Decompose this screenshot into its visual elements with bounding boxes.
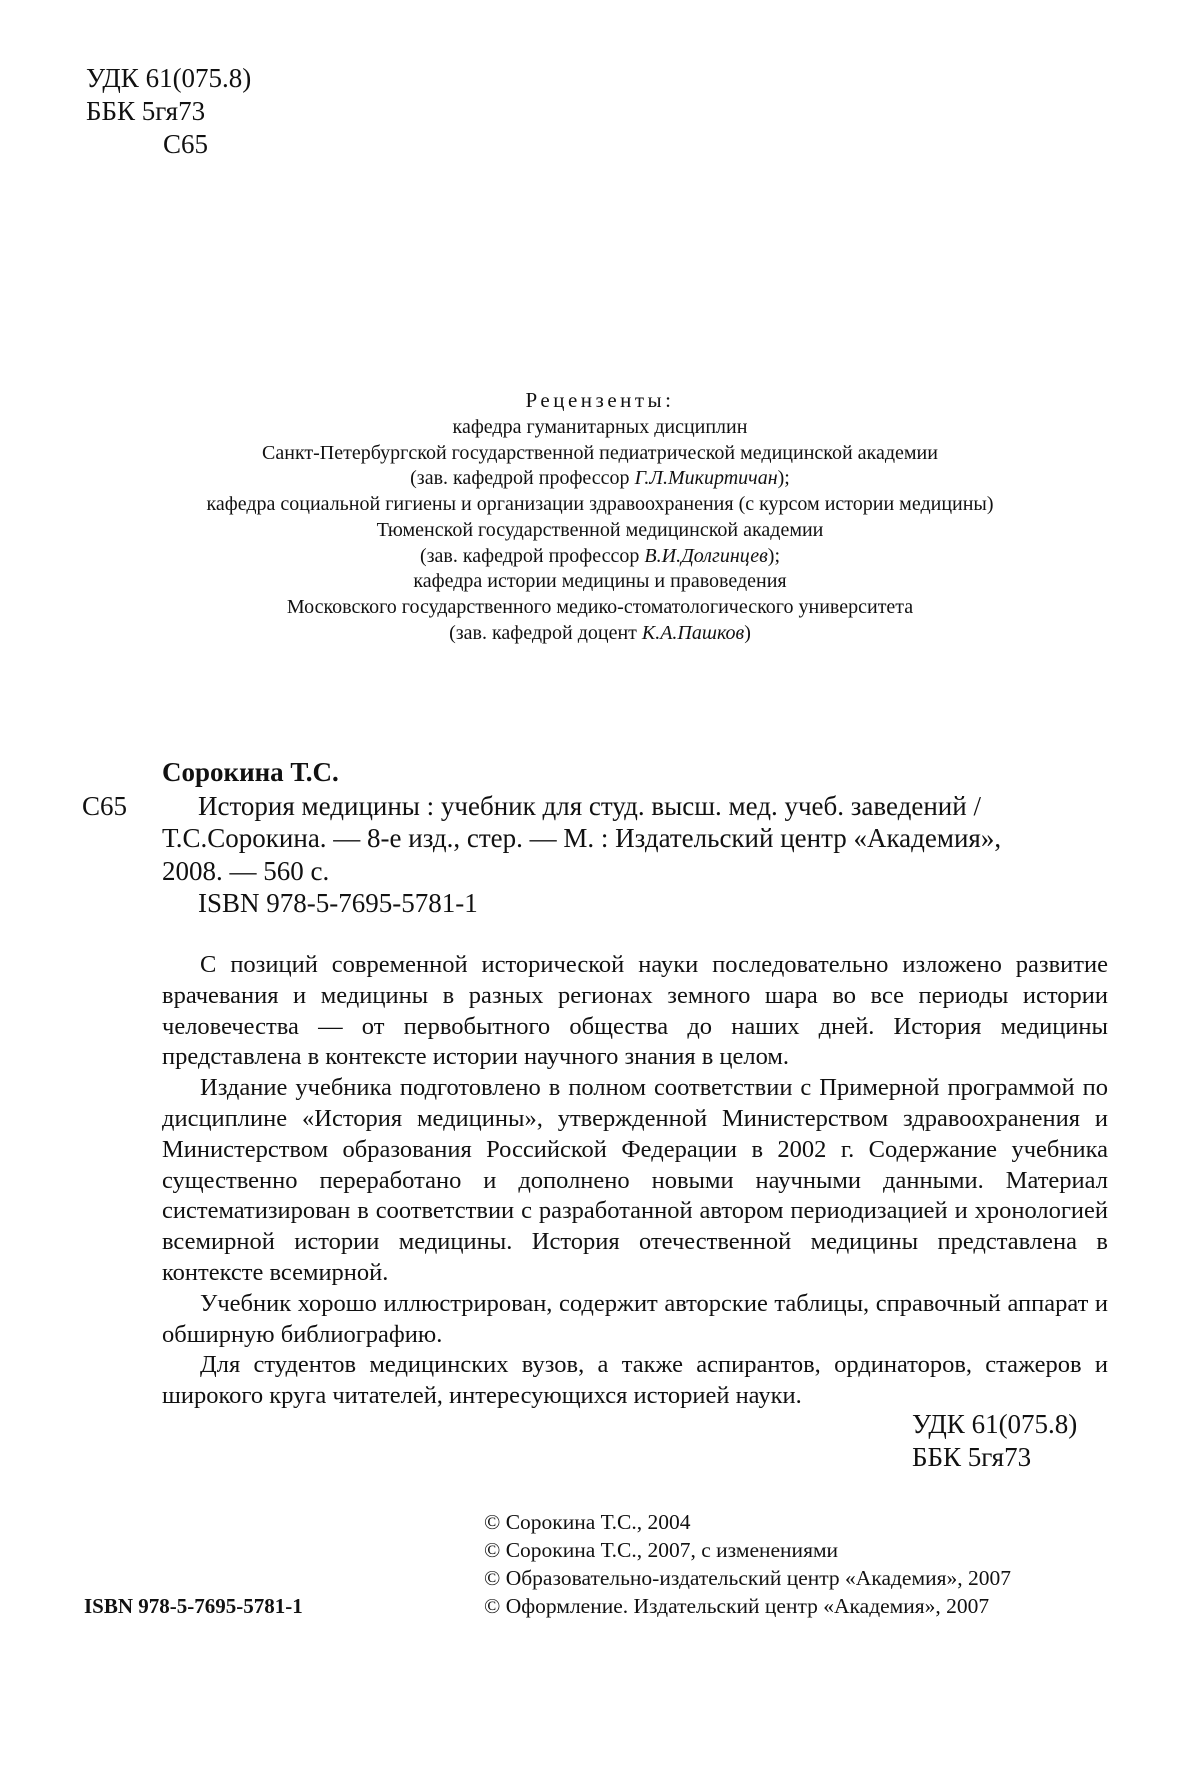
record-pages-line: 2008. — 560 с. bbox=[162, 856, 330, 886]
record-author: Сорокина Т.С. bbox=[162, 757, 339, 787]
annotation-paragraph: Для студентов медицинских вузов, а также аспирантов, ординаторов, стажеров и широкого круга читателей, интересующихся историей науки. bbox=[162, 1351, 1108, 1410]
reviewers-block bbox=[60, 385, 1140, 646]
reviewer-line: кафедра истории медицины и правоведения bbox=[413, 570, 787, 593]
reviewer-head-name: Г.Л.Микиртичан bbox=[634, 467, 778, 490]
isbn-bottom: ISBN 978-5-7695-5781-1 bbox=[84, 1594, 303, 1618]
annotation-paragraph: Учебник хорошо иллюстрирован, содержит авторские таблицы, справочный аппарат и обширную библиографию. bbox=[162, 1289, 1108, 1348]
bbk-code-bottom: ББК 5гя73 bbox=[912, 1442, 1032, 1472]
bbk-code: ББК 5гя73 bbox=[86, 96, 206, 126]
copyright-line: © Сорокина Т.С., 2004 bbox=[484, 1510, 691, 1534]
reviewer-line: Тюменской государственной медицинской академии bbox=[376, 518, 824, 541]
udk-code-bottom: УДК 61(075.8) bbox=[912, 1409, 1078, 1439]
record-statement-line: Т.С.Сорокина. — 8-е изд., стер. — М. : Издательский центр «Академия», bbox=[162, 823, 1002, 853]
copyright-line: © Образовательно-издательский центр «Академия», 2007 bbox=[484, 1566, 1011, 1590]
record-isbn: ISBN 978-5-7695-5781-1 bbox=[198, 888, 478, 918]
reviewer-line: кафедра гуманитарных дисциплин bbox=[452, 416, 748, 438]
udk-code: УДК 61(075.8) bbox=[86, 63, 252, 93]
annotation-paragraph: С позиций современной исторической науки последовательно изложено развитие врачевания и медицины в разных регионах земного шара во все периоды истории человечества — от первобытного общества до наших дней. История медицины представлена в контексте истории научного знания в целом. bbox=[162, 951, 1108, 1071]
reviewer-head-line: (зав. кафедрой доцент К.А.Пашков) bbox=[449, 621, 751, 644]
reviewer-head-line: (зав. кафедрой профессор В.И.Долгинцев); bbox=[419, 544, 781, 567]
record-title-line: История медицины : учебник для студ. высш. мед. учеб. заведений / bbox=[198, 791, 981, 821]
reviewer-line: Московского государственного медико-стоматологического университета bbox=[286, 595, 914, 618]
reviewer-head-line: (зав. кафедрой профессор Г.Л.Микиртичан); bbox=[410, 467, 790, 490]
annotation bbox=[162, 950, 1108, 1412]
copyright-line: © Сорокина Т.С., 2007, с изменениями bbox=[484, 1538, 839, 1562]
reviewer-head-name: К.А.Пашков bbox=[641, 621, 745, 644]
reviewer-line: кафедра социальной гигиены и организации здравоохранения (с курсом истории медицины) bbox=[206, 493, 994, 516]
copyright-line: © Оформление. Издательский центр «Академия», 2007 bbox=[484, 1594, 990, 1618]
record-code: С65 bbox=[82, 791, 128, 821]
annotation-paragraph: Издание учебника подготовлено в полном соответствии с Примерной программой по дисциплине «История медицины», утвержденной Министерством здравоохранения и Министерством образования Российской Федерации в 2002 г. Содержание учебника существенно переработано и дополнено новыми научными данными. Материал систематизирован в соответствии с разработанной автором периодизацией и хронологией всемирной истории медицины. История отечественной медицины представлена в контексте всемирной. bbox=[162, 1074, 1108, 1286]
author-mark: С65 bbox=[163, 129, 209, 159]
reviewers-title: Рецензенты: bbox=[525, 388, 675, 412]
reviewer-head-name: В.И.Долгинцев bbox=[644, 544, 768, 567]
reviewer-line: Санкт-Петербургской государственной педиатрической медицинской академии bbox=[262, 441, 938, 464]
